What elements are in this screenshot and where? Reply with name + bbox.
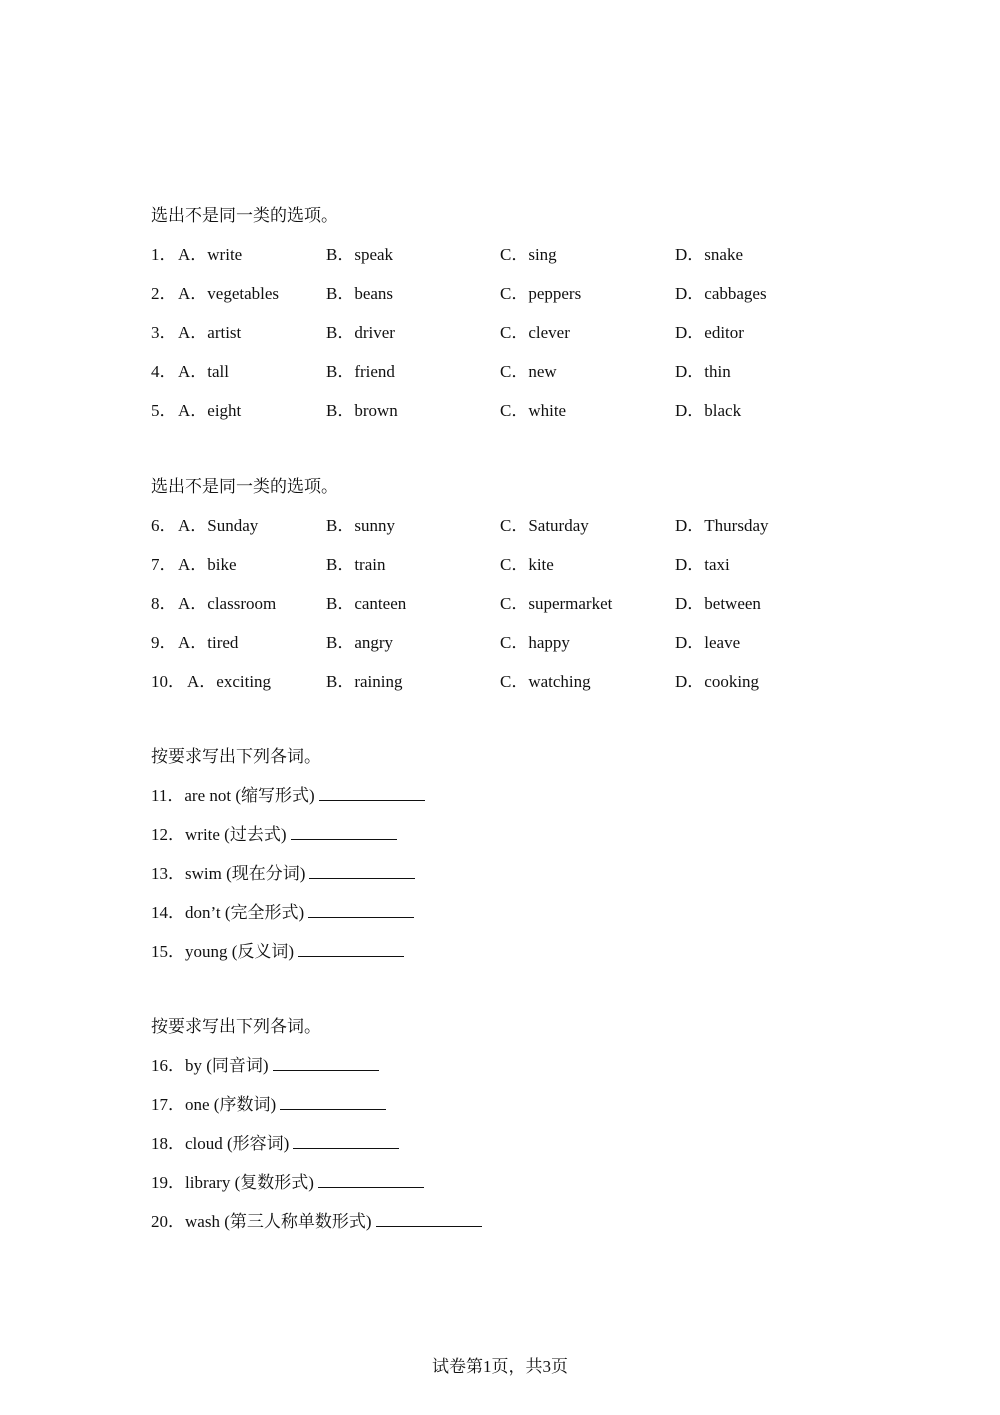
question-number: 5． xyxy=(151,401,177,420)
option-a: A．vegetables xyxy=(178,284,280,303)
option-c: C．sing xyxy=(500,245,557,264)
option-d: D．snake xyxy=(675,245,743,264)
fill-in-prompt: 14．don’t (完全形式) xyxy=(151,903,305,922)
option-c: C．watching xyxy=(500,672,591,691)
question-row xyxy=(151,515,851,537)
fill-in-item xyxy=(151,1211,851,1233)
answer-blank[interactable] xyxy=(273,1055,379,1071)
answer-blank[interactable] xyxy=(280,1094,386,1110)
option-c: C．white xyxy=(500,401,567,420)
option-b: B．brown xyxy=(326,401,398,420)
section-word-forms-1 xyxy=(151,746,851,980)
question-number: 4． xyxy=(151,362,177,381)
section-word-forms-2 xyxy=(151,1016,851,1250)
fill-in-item xyxy=(151,941,851,963)
question-row xyxy=(151,632,851,654)
option-d: D．taxi xyxy=(675,555,730,574)
option-d: D．black xyxy=(675,401,742,420)
option-d: D．between xyxy=(675,594,761,613)
answer-blank[interactable] xyxy=(293,1133,399,1149)
fill-in-item xyxy=(151,1133,851,1155)
option-a: A．classroom xyxy=(178,594,277,613)
answer-blank[interactable] xyxy=(376,1211,482,1227)
question-number: 2． xyxy=(151,284,177,303)
option-a: A．artist xyxy=(178,323,242,342)
question-row xyxy=(151,593,851,615)
question-number: 1． xyxy=(151,245,177,264)
fill-in-item xyxy=(151,863,851,885)
fill-in-prompt: 11．are not (缩写形式) xyxy=(151,786,315,805)
fill-in-prompt: 13．swim (现在分词) xyxy=(151,864,306,883)
option-d: D．cabbages xyxy=(675,284,767,303)
option-c: C．Saturday xyxy=(500,516,589,535)
question-number: 7． xyxy=(151,555,177,574)
option-c: C．peppers xyxy=(500,284,582,303)
question-row xyxy=(151,322,851,344)
option-a: A．tall xyxy=(178,362,229,381)
fill-in-prompt: 19．library (复数形式) xyxy=(151,1173,314,1192)
page-footer: 试卷第1页，共3页 xyxy=(432,1357,568,1376)
option-b: B．train xyxy=(326,555,386,574)
option-b: B．beans xyxy=(326,284,394,303)
question-row xyxy=(151,283,851,305)
question-number: 6． xyxy=(151,516,177,535)
fill-in-item xyxy=(151,1172,851,1194)
option-b: B．friend xyxy=(326,362,395,381)
fill-in-item xyxy=(151,1055,851,1077)
option-d: D．cooking xyxy=(675,672,760,691)
option-b: B．speak xyxy=(326,245,394,264)
question-number: 3． xyxy=(151,323,177,342)
fill-in-prompt: 16．by (同音词) xyxy=(151,1056,269,1075)
fill-in-prompt: 18．cloud (形容词) xyxy=(151,1134,290,1153)
option-c: C．new xyxy=(500,362,557,381)
answer-blank[interactable] xyxy=(318,1172,424,1188)
option-a: A．bike xyxy=(178,555,237,574)
option-d: D．Thursday xyxy=(675,516,769,535)
option-d: D．thin xyxy=(675,362,731,381)
option-b: B．sunny xyxy=(326,516,395,535)
fill-in-item xyxy=(151,1094,851,1116)
question-number: 9． xyxy=(151,633,177,652)
option-c: C．kite xyxy=(500,555,554,574)
option-d: D．leave xyxy=(675,633,741,652)
section-choice-1 xyxy=(151,205,851,439)
fill-in-item xyxy=(151,824,851,846)
fill-in-prompt: 12．write (过去式) xyxy=(151,825,287,844)
question-row xyxy=(151,244,851,266)
section-title: 按要求写出下列各词。 xyxy=(151,1017,321,1036)
answer-blank[interactable] xyxy=(291,824,397,840)
option-a: A．tired xyxy=(178,633,239,652)
question-number: 10． xyxy=(151,672,185,691)
question-row xyxy=(151,554,851,576)
option-c: C．happy xyxy=(500,633,570,652)
question-row xyxy=(151,400,851,422)
answer-blank[interactable] xyxy=(308,902,414,918)
fill-in-prompt: 17．one (序数词) xyxy=(151,1095,277,1114)
fill-in-item xyxy=(151,902,851,924)
question-number: 8． xyxy=(151,594,177,613)
question-row xyxy=(151,361,851,383)
option-c: C．supermarket xyxy=(500,594,613,613)
answer-blank[interactable] xyxy=(319,785,425,801)
option-b: B．raining xyxy=(326,672,403,691)
fill-in-prompt: 20．wash (第三人称单数形式) xyxy=(151,1212,372,1231)
option-a: A．eight xyxy=(178,401,242,420)
option-a: A．exciting xyxy=(187,672,272,691)
option-a: A．write xyxy=(178,245,243,264)
section-title: 选出不是同一类的选项。 xyxy=(151,206,338,225)
question-row xyxy=(151,671,851,693)
fill-in-prompt: 15．young (反义词) xyxy=(151,942,295,961)
option-b: B．canteen xyxy=(326,594,407,613)
option-b: B．angry xyxy=(326,633,394,652)
section-choice-2 xyxy=(151,476,851,710)
section-title: 选出不是同一类的选项。 xyxy=(151,477,338,496)
option-d: D．editor xyxy=(675,323,744,342)
answer-blank[interactable] xyxy=(309,863,415,879)
answer-blank[interactable] xyxy=(298,941,404,957)
option-a: A．Sunday xyxy=(178,516,259,535)
option-b: B．driver xyxy=(326,323,395,342)
section-title: 按要求写出下列各词。 xyxy=(151,747,321,766)
option-c: C．clever xyxy=(500,323,570,342)
fill-in-item xyxy=(151,785,851,807)
